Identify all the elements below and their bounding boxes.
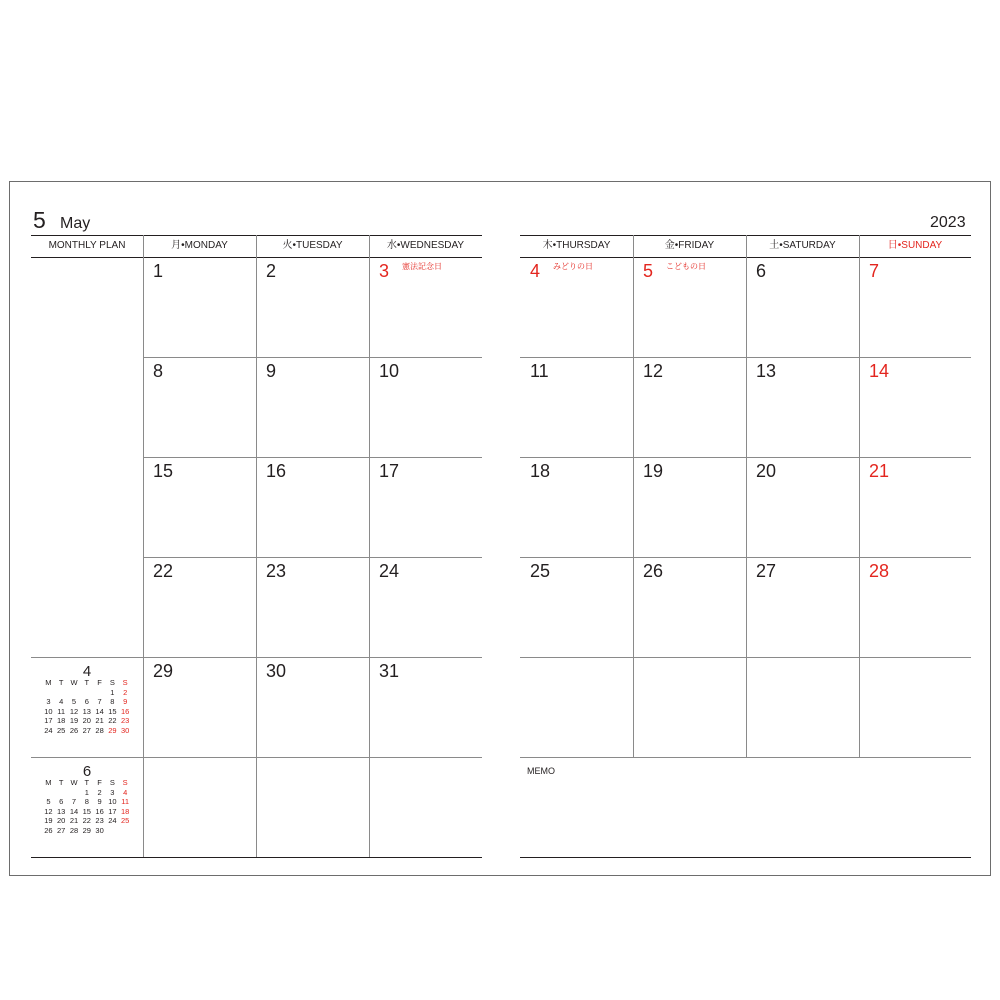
mini-date: 20 [82, 716, 91, 726]
mini-date: 25 [121, 816, 130, 826]
day-number: 30 [266, 661, 287, 681]
mini-weekday: W [70, 678, 78, 687]
mini-date: 13 [57, 806, 66, 816]
mini-date: 28 [95, 725, 104, 735]
mini-date: 8 [84, 797, 89, 807]
mini-weekday: M [45, 678, 52, 687]
day-number: 3 [379, 261, 390, 281]
mini-date: 13 [82, 706, 91, 716]
header-thursday: 木•THURSDAY [542, 240, 611, 251]
mini-date [55, 788, 68, 798]
mini-date: 24 [44, 725, 53, 735]
mini-weekday: T [58, 678, 64, 687]
year-label: 2023 [930, 214, 966, 231]
day-number: 26 [643, 561, 664, 581]
mini-date: 1 [84, 787, 89, 797]
mini-date [106, 826, 119, 836]
column-divider [256, 235, 257, 857]
day-number: 17 [379, 461, 400, 481]
header-wednesday: 水•WEDNESDAY [386, 240, 465, 251]
day-number: 2 [266, 261, 277, 281]
mini-date: 6 [59, 797, 64, 807]
mini-date: 19 [44, 816, 53, 826]
mini-date: 26 [44, 825, 53, 835]
mini-date: 10 [44, 706, 53, 716]
day-number: 1 [153, 261, 164, 281]
mini-date: 29 [82, 825, 91, 835]
mini-date: 11 [121, 797, 130, 807]
mini-date: 20 [57, 816, 66, 826]
day-number: 31 [379, 661, 400, 681]
column-divider [746, 235, 747, 757]
day-number: 15 [153, 461, 174, 481]
mini-calendar-grid [42, 778, 132, 836]
day-number: 14 [869, 361, 890, 381]
mini-date [93, 688, 106, 698]
mini-date: 9 [123, 697, 128, 707]
holiday-label: 憲法記念日 [402, 262, 442, 271]
mini-date: 3 [46, 697, 51, 707]
day-number: 12 [643, 361, 664, 381]
mini-date: 7 [71, 797, 77, 807]
mini-date: 19 [69, 716, 79, 726]
mini-date: 5 [71, 697, 77, 707]
mini-calendar-title: 6 [82, 763, 92, 780]
month-name: May [60, 215, 91, 232]
day-number: 11 [530, 361, 549, 381]
mini-date: 7 [97, 697, 102, 707]
day-number: 6 [756, 261, 767, 281]
day-number: 10 [379, 361, 400, 381]
mini-date: 29 [108, 725, 117, 735]
mini-date: 5 [46, 797, 51, 807]
day-number: 13 [756, 361, 777, 381]
holiday-label: こどもの日 [666, 262, 706, 271]
header-sunday: 日•SUNDAY [887, 240, 943, 251]
day-number: 23 [266, 561, 287, 581]
row-divider [143, 357, 482, 358]
mini-date: 27 [57, 825, 66, 835]
day-number: 18 [530, 461, 551, 481]
mini-weekday: S [122, 778, 128, 787]
mini-date: 2 [123, 687, 128, 697]
mini-date: 30 [121, 725, 130, 735]
mini-date: 9 [97, 797, 102, 807]
right-bottom-rule [520, 857, 971, 858]
day-number: 25 [530, 561, 551, 581]
mini-weekday: T [84, 678, 90, 687]
mini-date: 24 [108, 816, 117, 826]
mini-date: 4 [123, 787, 128, 797]
day-number: 22 [153, 561, 174, 581]
day-number: 28 [869, 561, 890, 581]
mini-date: 11 [57, 706, 66, 716]
mini-date: 23 [95, 816, 104, 826]
mini-date: 14 [69, 806, 79, 816]
mini-weekday: T [84, 778, 90, 787]
mini-date [68, 688, 81, 698]
mini-date: 15 [82, 806, 91, 816]
holiday-label: みどりの日 [553, 262, 593, 271]
mini-date: 4 [59, 697, 64, 707]
mini-weekday: M [45, 778, 52, 787]
mini-date: 12 [44, 806, 53, 816]
mini-date: 16 [95, 806, 104, 816]
day-number: 8 [153, 361, 164, 381]
mini-date: 17 [44, 716, 53, 726]
day-number: 4 [530, 261, 541, 281]
day-number: 9 [266, 361, 277, 381]
mini-date [42, 688, 55, 698]
mini-date: 2 [97, 787, 102, 797]
mini-date: 6 [84, 697, 89, 707]
mini-date: 21 [69, 816, 79, 826]
mini-date: 27 [82, 725, 91, 735]
mini-date: 25 [57, 725, 66, 735]
mini-date [119, 826, 132, 836]
mini-date: 10 [108, 797, 117, 807]
header-saturday: 土•SATURDAY [769, 240, 836, 251]
mini-date: 15 [108, 706, 117, 716]
mini-weekday: S [122, 678, 128, 687]
mini-calendar-grid [42, 678, 132, 736]
mini-date: 3 [110, 787, 115, 797]
memo-label: MEMO [527, 766, 555, 776]
mini-date: 21 [95, 716, 104, 726]
mini-date: 22 [108, 716, 117, 726]
mini-date: 26 [69, 725, 79, 735]
header-monthly-plan: MONTHLY PLAN [48, 240, 126, 251]
mini-calendar-title: 4 [82, 663, 92, 680]
mini-date [68, 788, 81, 798]
day-number: 24 [379, 561, 400, 581]
mini-date: 30 [95, 825, 104, 835]
mini-date: 23 [121, 716, 130, 726]
column-divider [859, 235, 860, 757]
mini-date: 17 [108, 806, 117, 816]
planner-page-frame [9, 181, 991, 876]
column-divider [369, 235, 370, 857]
day-number: 19 [643, 461, 664, 481]
column-divider [633, 235, 634, 757]
mini-date: 8 [110, 697, 115, 707]
mini-date [80, 688, 93, 698]
mini-weekday: F [97, 678, 102, 687]
mini-date: 16 [121, 706, 130, 716]
row-divider [143, 457, 482, 458]
mini-date: 18 [121, 806, 130, 816]
day-number: 5 [643, 261, 654, 281]
day-number: 29 [153, 661, 174, 681]
day-number: 20 [756, 461, 777, 481]
mini-weekday: T [58, 778, 64, 787]
header-tuesday: 火•TUESDAY [282, 240, 343, 251]
mini-date: 22 [82, 816, 91, 826]
header-monday: 月•MONDAY [171, 240, 228, 251]
mini-date: 18 [57, 716, 66, 726]
column-divider [143, 235, 144, 857]
mini-date: 12 [69, 706, 79, 716]
day-number: 27 [756, 561, 777, 581]
mini-date: 1 [110, 687, 115, 697]
mini-date: 28 [69, 825, 79, 835]
month-number: 5 [33, 207, 46, 233]
row-divider [520, 757, 971, 758]
mini-weekday: F [97, 778, 102, 787]
day-number: 16 [266, 461, 287, 481]
day-number: 7 [869, 261, 880, 281]
mini-date: 14 [95, 706, 104, 716]
row-divider [143, 557, 482, 558]
mini-date [42, 788, 55, 798]
mini-weekday: W [70, 778, 78, 787]
left-bottom-rule [31, 857, 482, 858]
mini-weekday: S [109, 678, 115, 687]
header-friday: 金•FRIDAY [664, 240, 715, 251]
mini-date [55, 688, 68, 698]
mini-weekday: S [109, 778, 115, 787]
day-number: 21 [869, 461, 890, 481]
